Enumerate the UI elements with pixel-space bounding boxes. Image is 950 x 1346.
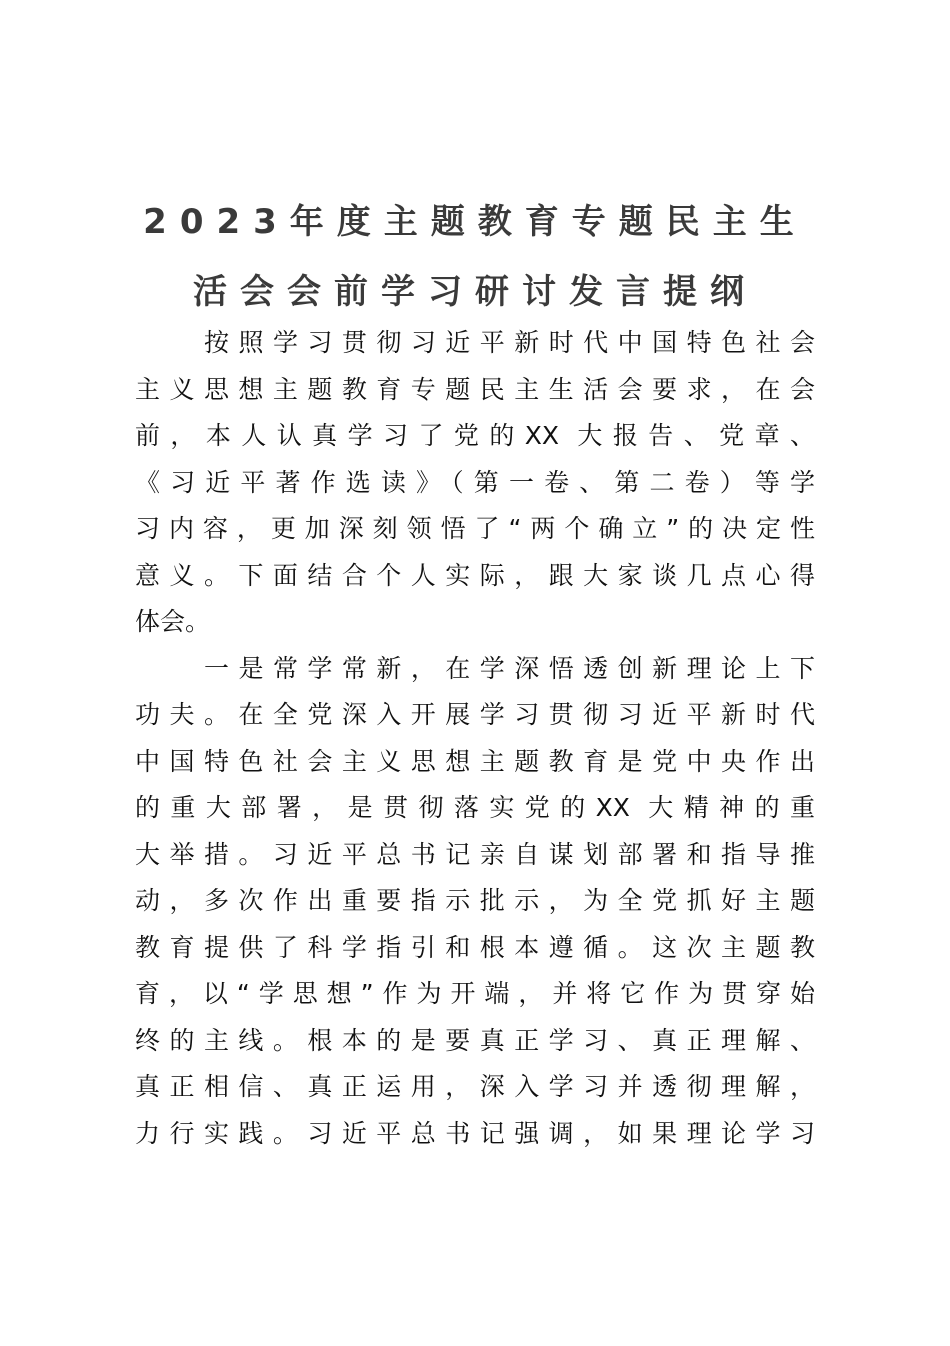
text-line: 主义思想主题教育专题民主生活会要求，在会 — [135, 374, 815, 404]
text-line: 育，以“学思想”作为开端，并将它作为贯穿始 — [135, 979, 815, 1008]
text-line: 一是常学常新，在学深悟透创新理论上下 — [204, 653, 815, 683]
paragraph-intro — [135, 320, 815, 646]
document-title-line-2: 活会会前学习研讨发言提纲 — [193, 272, 757, 312]
text-line: 习内容，更加深刻领悟了“两个确立”的决定性 — [135, 514, 815, 543]
text-line: 意义。下面结合个人实际，跟大家谈几点心得 — [135, 560, 815, 590]
text-line: 按照学习贯彻习近平新时代中国特色社会 — [204, 328, 815, 357]
text-line: 力行实践。习近平总书记强调，如果理论学习 — [135, 1118, 815, 1148]
document-body — [135, 320, 815, 1157]
text-line: 真正相信、真正运用，深入学习并透彻理解， — [135, 1072, 815, 1101]
text-line: 动，多次作出重要指示批示，为全党抓好主题 — [135, 886, 815, 915]
text-line: 体会。 — [135, 607, 211, 636]
text-line: 终的主线。根本的是要真正学习、真正理解、 — [135, 1025, 815, 1055]
text-line: 中国特色社会主义思想主题教育是党中央作出 — [135, 746, 815, 776]
document-title-line-1: 2023年度主题教育专题民主生 — [143, 202, 807, 242]
text-line: 大举措。习近平总书记亲自谋划部署和指导推 — [135, 839, 815, 869]
text-line: 教育提供了科学指引和根本遵循。这次主题教 — [135, 932, 815, 962]
text-line: 前，本人认真学习了党的XX 大报告、党章、 — [135, 421, 815, 450]
paragraph-point-one — [135, 646, 815, 1158]
text-line: 《习近平著作选读》（第一卷、第二卷）等学 — [135, 467, 815, 497]
text-line: 的重大部署，是贯彻落实党的XX 大精神的重 — [135, 793, 815, 822]
text-line: 功夫。在全党深入开展学习贯彻习近平新时代 — [135, 700, 815, 729]
